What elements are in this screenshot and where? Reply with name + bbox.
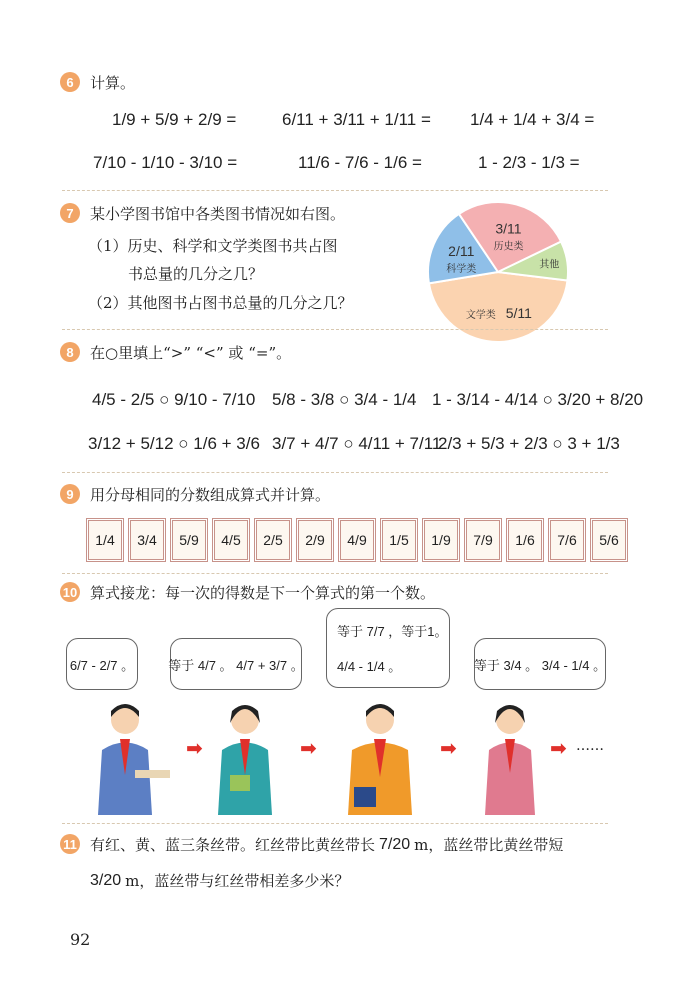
slice-fraction: 3/11 xyxy=(495,220,522,237)
girl-2-figure xyxy=(485,705,535,815)
boy-1-figure xyxy=(98,704,170,815)
speech-bubble xyxy=(66,638,138,690)
arrow-right-icon: ➡ xyxy=(300,736,317,760)
fraction-card: 7/9 xyxy=(466,520,500,560)
arrow-right-icon: ➡ xyxy=(186,736,203,760)
fraction-card: 1/4 xyxy=(88,520,122,560)
problem-text-line-1 xyxy=(90,834,563,855)
divider xyxy=(62,823,608,824)
fraction-card: 1/5 xyxy=(382,520,416,560)
divider xyxy=(62,573,608,574)
compare-expression[interactable]: 1 - 3/14 - 4/14 ○ 3/20 + 8/20 xyxy=(432,390,644,409)
problem-number-badge: 6 xyxy=(60,72,80,92)
boy-2-figure xyxy=(348,704,412,815)
fraction-card: 4/5 xyxy=(214,520,248,560)
divider xyxy=(62,329,608,330)
pie-slice xyxy=(429,272,568,342)
slice-name: 文学类 xyxy=(465,309,496,321)
page-number: 92 xyxy=(70,930,91,949)
problem-title: 计算。 xyxy=(90,74,136,92)
bubble-expression: 等于 3/4 。 3/4 - 1/4 。 xyxy=(473,657,607,673)
sub-question-2: （2）其他图书占图书总量的几分之几？ xyxy=(88,294,353,312)
fraction-card: 2/9 xyxy=(298,520,332,560)
fraction-cards xyxy=(88,520,626,560)
fraction: 7/20 xyxy=(379,835,411,853)
pie-chart xyxy=(420,196,580,346)
divider xyxy=(62,472,608,473)
math-expression: 11/6 - 7/6 - 1/6 = xyxy=(298,153,422,172)
ellipsis: …… xyxy=(576,738,604,754)
bubble-expression: 等于 7/7 ，等于1。 xyxy=(337,624,448,639)
arrow-right-icon: ➡ xyxy=(550,736,567,760)
speech-bubble xyxy=(326,608,450,688)
children-illustration xyxy=(80,695,600,820)
text: 有红、黄、蓝三条丝带。红丝带比黄丝带长 xyxy=(90,836,376,854)
compare-expression[interactable]: 4/5 - 2/5 ○ 9/10 - 7/10 xyxy=(92,390,256,409)
divider xyxy=(62,190,608,191)
math-expression: 1/4 + 1/4 + 3/4 = xyxy=(470,110,595,129)
problem-text-line-2 xyxy=(90,870,349,891)
text: m，蓝丝带比黄丝带短 xyxy=(414,836,564,854)
fraction-card: 5/6 xyxy=(592,520,626,560)
compare-expression[interactable]: 2/3 + 5/3 + 2/3 ○ 3 + 1/3 xyxy=(438,434,620,453)
math-expression: 6/11 + 3/11 + 1/11 = xyxy=(282,110,431,129)
problem-number-badge: 7 xyxy=(60,203,80,223)
slice-fraction: 5/11 xyxy=(505,304,532,321)
problem-number-badge: 9 xyxy=(60,484,80,504)
sub-question-1: （1）历史、科学和文学类图书共占图 xyxy=(88,237,338,255)
problem-text: 算式接龙：每一次的得数是下一个算式的第一个数。 xyxy=(90,584,436,602)
problem-text: 某小学图书馆中各类图书情况如右图。 xyxy=(90,205,346,223)
speech-bubble xyxy=(474,638,606,690)
slice-fraction: 2/11 xyxy=(448,243,475,260)
bubble-expression: 等于 4/7 。 4/7 + 3/7 。 xyxy=(168,657,304,673)
fraction-card: 2/5 xyxy=(256,520,290,560)
slice-name: 历史类 xyxy=(493,241,524,253)
problem-number-badge: 10 xyxy=(60,582,80,602)
fraction-card: 3/4 xyxy=(130,520,164,560)
bubble-expression: 4/4 - 1/4 。 xyxy=(337,659,402,674)
math-expression: 7/10 - 1/10 - 3/10 = xyxy=(93,153,238,172)
slice-name: 科学类 xyxy=(446,264,477,276)
slice-name: 其他 xyxy=(539,259,560,271)
compare-expression[interactable]: 3/12 + 5/12 ○ 1/6 + 3/6 xyxy=(88,434,260,453)
bubble-expression: 6/7 - 2/7 。 xyxy=(69,657,135,673)
sub-question-1-cont: 书总量的几分之几？ xyxy=(128,265,264,283)
speech-bubble xyxy=(170,638,302,690)
problem-text: 用分母相同的分数组成算式并计算。 xyxy=(90,486,331,504)
fraction-card: 5/9 xyxy=(172,520,206,560)
problem-number-badge: 8 xyxy=(60,342,80,362)
text: m，蓝丝带与红丝带相差多少米？ xyxy=(125,872,350,890)
problem-text: 在○里填上“>” “<” 或 “=”。 xyxy=(90,344,292,362)
problem-number-badge: 11 xyxy=(60,834,80,854)
fraction-card: 7/6 xyxy=(550,520,584,560)
math-expression: 1/9 + 5/9 + 2/9 = xyxy=(112,110,237,129)
girl-1-figure xyxy=(218,705,272,815)
fraction-card: 1/9 xyxy=(424,520,458,560)
fraction: 3/20 xyxy=(90,871,122,889)
math-expression: 1 - 2/3 - 1/3 = xyxy=(478,153,580,172)
arrow-right-icon: ➡ xyxy=(440,736,457,760)
fraction-card: 1/6 xyxy=(508,520,542,560)
fraction-card: 4/9 xyxy=(340,520,374,560)
compare-expression[interactable]: 5/8 - 3/8 ○ 3/4 - 1/4 xyxy=(272,390,417,409)
compare-expression[interactable]: 3/7 + 4/7 ○ 4/11 + 7/11 xyxy=(272,434,442,453)
